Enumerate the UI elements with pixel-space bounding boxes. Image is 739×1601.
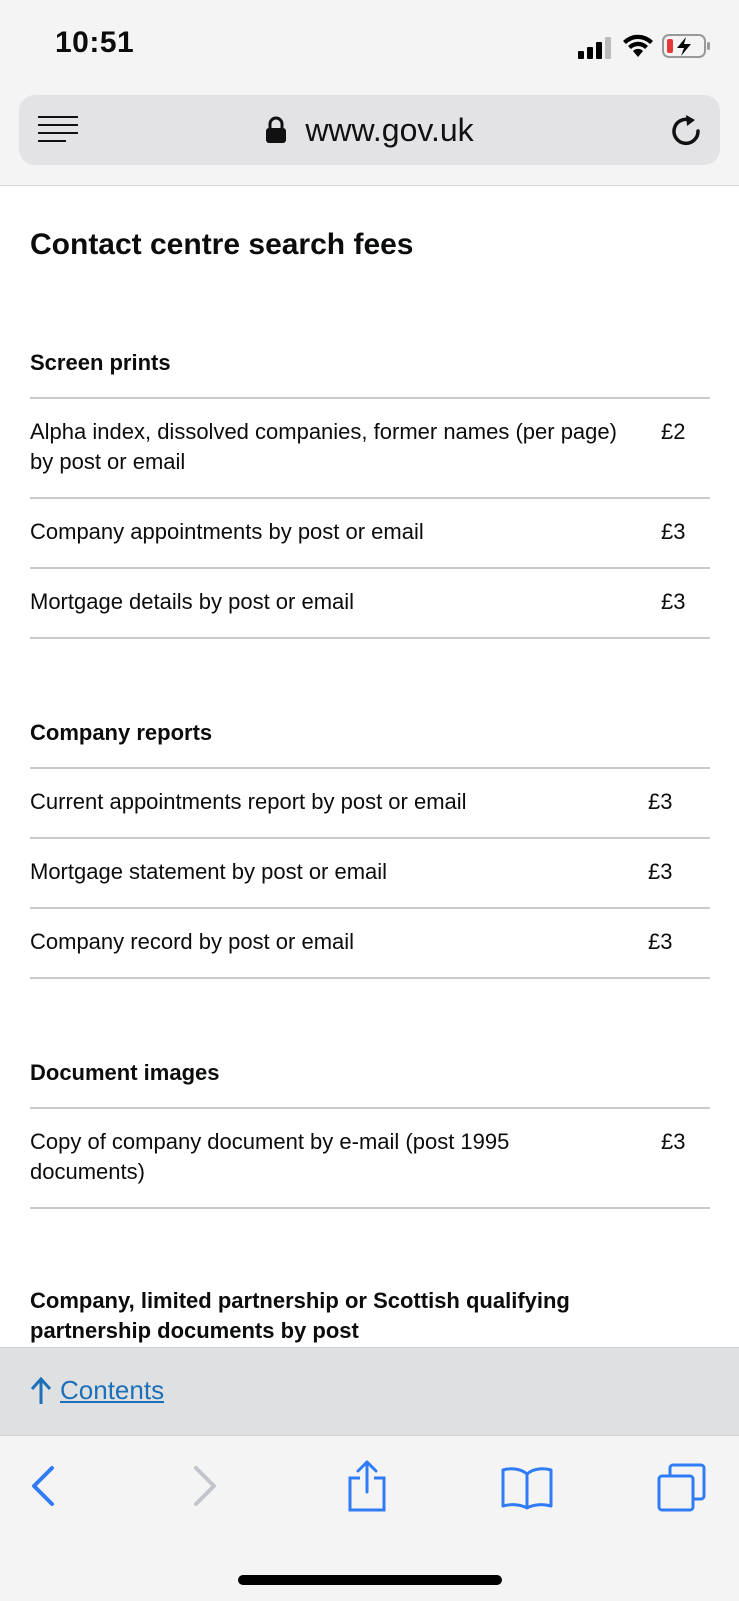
- forward-icon[interactable]: [190, 1464, 220, 1508]
- fee-price: £3: [661, 519, 686, 544]
- address-bar[interactable]: [19, 95, 720, 165]
- fee-price: £3: [661, 589, 686, 614]
- contents-bar: [0, 1347, 739, 1436]
- fee-row: [30, 567, 710, 639]
- browser-header: [0, 90, 739, 186]
- reload-icon[interactable]: [668, 113, 704, 149]
- fee-description: Mortgage statement by post or email: [30, 859, 388, 884]
- back-icon[interactable]: [28, 1464, 58, 1508]
- fee-description: Copy of company document by e-mail (post 1995 documents): [30, 1129, 510, 1184]
- status-time: 10:51: [55, 26, 135, 59]
- url-text[interactable]: www.gov.uk: [305, 111, 474, 148]
- fee-description: Alpha index, dissolved companies, former names (per page) by post or email: [30, 419, 617, 474]
- fee-row: [30, 497, 710, 567]
- fee-price: £3: [648, 929, 673, 954]
- fee-description: Company appointments by post or email: [30, 519, 424, 544]
- bookmarks-icon[interactable]: [500, 1466, 554, 1510]
- browser-toolbar: [0, 1435, 739, 1601]
- section-heading: Document images: [30, 1060, 220, 1085]
- tabs-icon[interactable]: [656, 1462, 708, 1514]
- fee-row: [30, 1107, 710, 1209]
- section-heading: Company reports: [30, 720, 213, 745]
- fee-price: £3: [648, 859, 673, 884]
- fee-row: [30, 837, 710, 907]
- wifi-icon: [622, 33, 654, 59]
- fee-description: Company record by post or email: [30, 929, 355, 954]
- lock-icon: [265, 116, 287, 144]
- contents-link[interactable]: Contents: [60, 1375, 165, 1405]
- fee-row: [30, 767, 710, 837]
- section-heading: Company, limited partnership or Scottish qualifying partnership documents by post: [30, 1288, 570, 1343]
- fee-row: [30, 907, 710, 979]
- cellular-signal-icon: [578, 35, 614, 59]
- share-icon[interactable]: [346, 1458, 388, 1514]
- fee-price: £2: [661, 419, 686, 444]
- arrow-up-icon[interactable]: [30, 1376, 52, 1406]
- fee-description: Current appointments report by post or email: [30, 789, 467, 814]
- fee-price: £3: [648, 789, 673, 814]
- page-title: Contact centre search fees: [30, 228, 414, 261]
- fee-row: [30, 397, 710, 497]
- status-bar: [0, 0, 739, 90]
- fee-description: Mortgage details by post or email: [30, 589, 355, 614]
- section-heading: Screen prints: [30, 350, 171, 375]
- battery-charging-icon: [662, 33, 712, 59]
- fee-price: £3: [661, 1129, 686, 1154]
- home-indicator[interactable]: [238, 1575, 502, 1585]
